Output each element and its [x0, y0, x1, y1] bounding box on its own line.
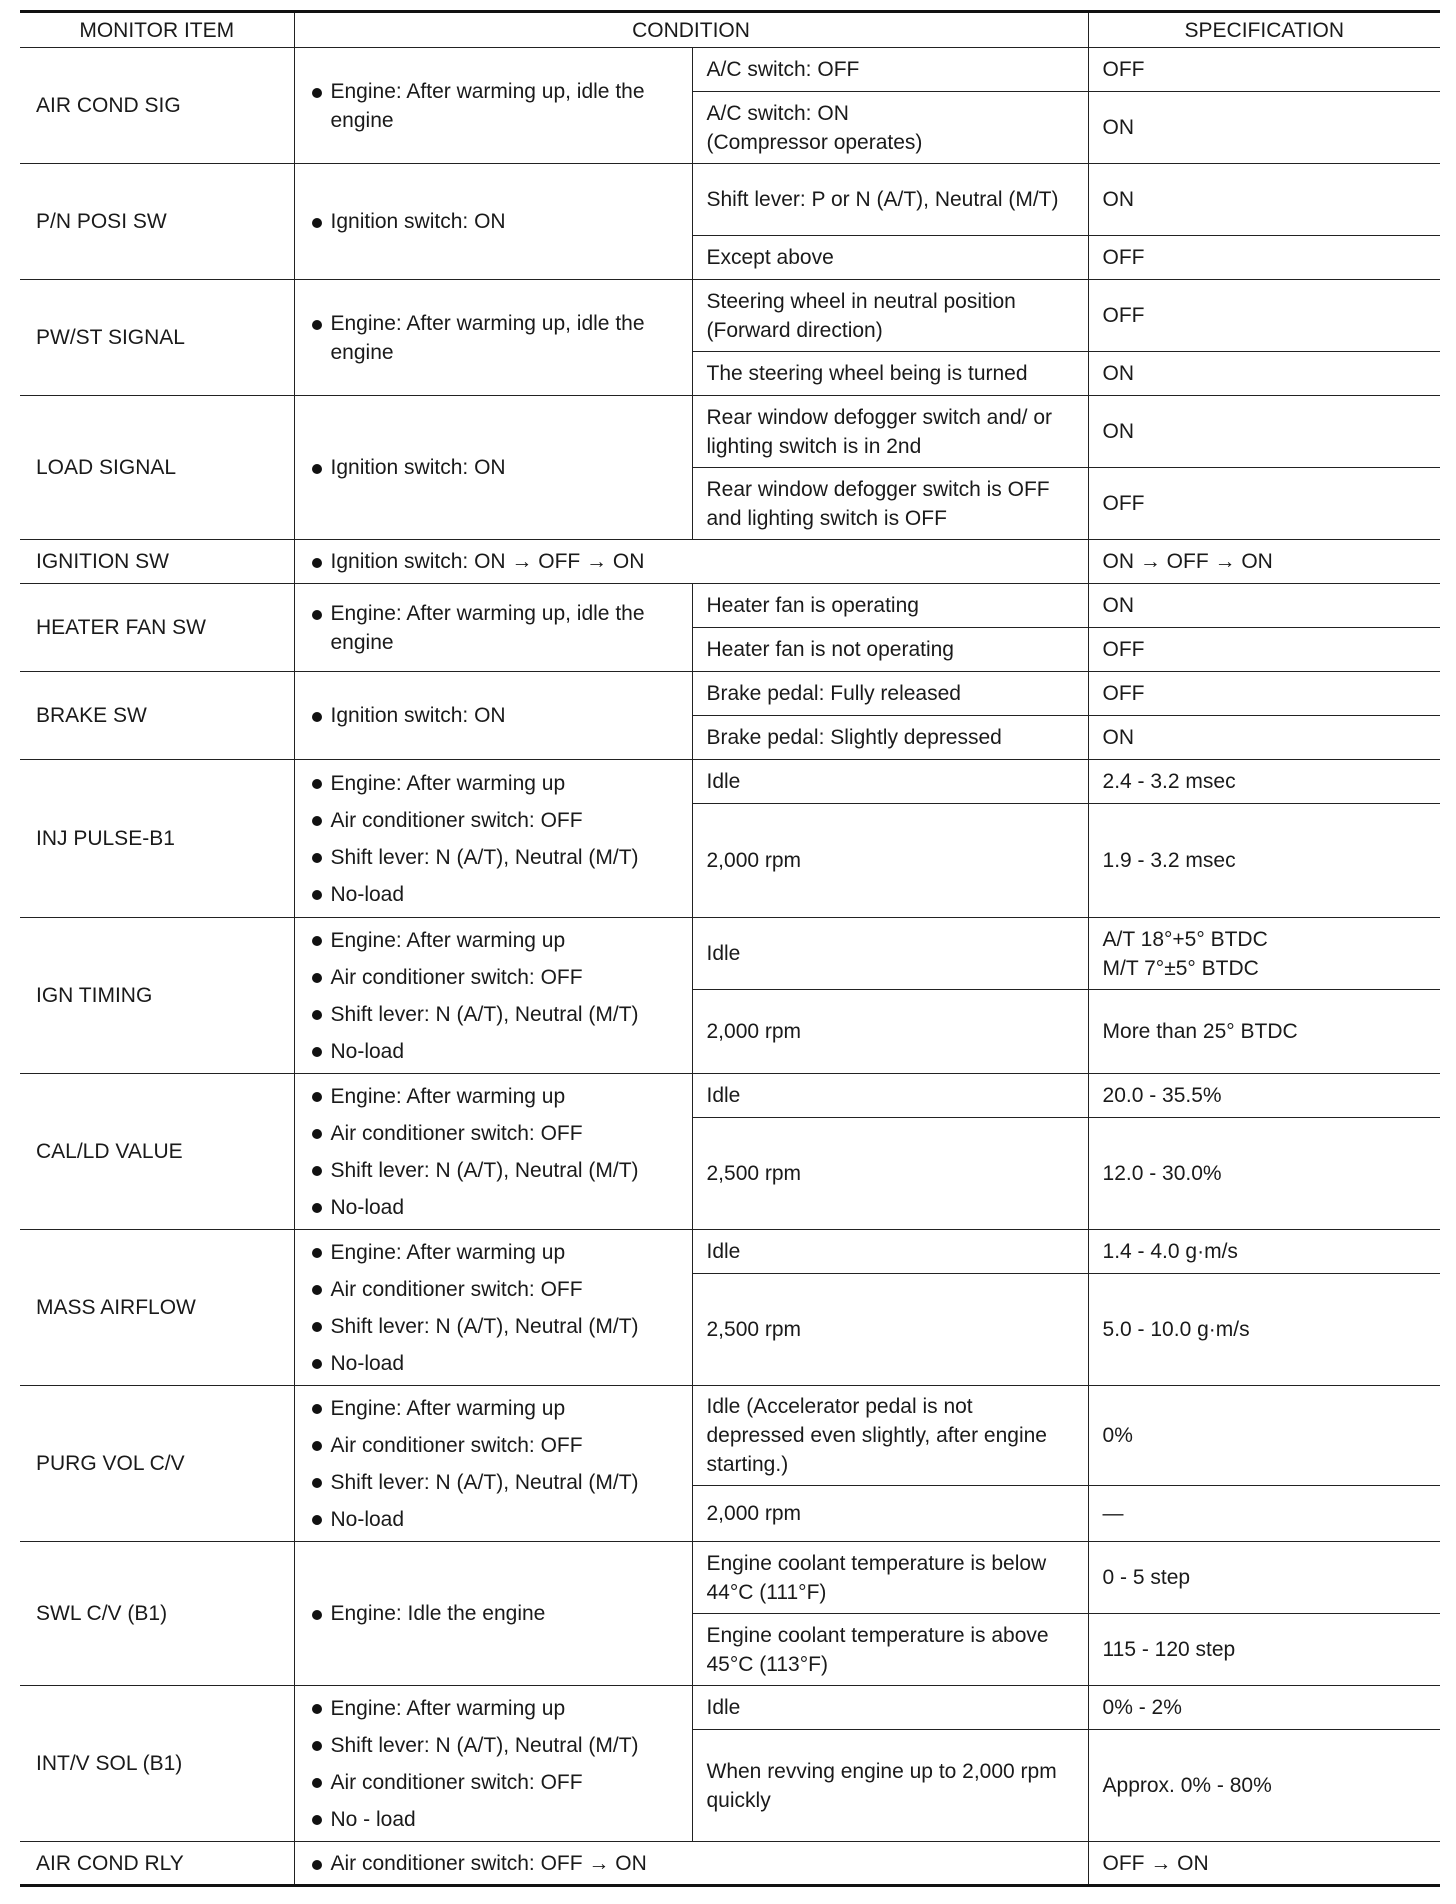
condition-cell: [294, 1074, 692, 1230]
condition-bullet: Engine: After warming up: [309, 922, 678, 959]
sub-condition-cell: The steering wheel being is turned: [692, 352, 1088, 396]
condition-list: [309, 1234, 678, 1382]
condition-list: [309, 701, 678, 730]
monitor-item-cell: SWL C/V (B1): [20, 1542, 294, 1686]
monitor-item-cell: AIR COND RLY: [20, 1842, 294, 1886]
table-row: [20, 1074, 1440, 1118]
condition-cell: [294, 280, 692, 396]
specification-cell: OFF: [1088, 628, 1440, 672]
monitor-item-cell: BRAKE SW: [20, 672, 294, 760]
specification-cell: OFF: [1088, 672, 1440, 716]
table-row: [20, 1842, 1440, 1886]
specification-cell: OFF: [1088, 280, 1440, 352]
monitor-item-cell: AIR COND SIG: [20, 48, 294, 164]
condition-cell: [294, 584, 692, 672]
monitor-item-cell: CAL/LD VALUE: [20, 1074, 294, 1230]
monitor-item-cell: PURG VOL C/V: [20, 1386, 294, 1542]
specification-cell: ON: [1088, 584, 1440, 628]
sub-condition-cell: 2,000 rpm: [692, 1486, 1088, 1542]
condition-bullet: No-load: [309, 1345, 678, 1382]
monitor-item-cell: PW/ST SIGNAL: [20, 280, 294, 396]
monitor-item-cell: LOAD SIGNAL: [20, 396, 294, 540]
specification-cell: OFF: [1088, 48, 1440, 92]
monitor-item-cell: P/N POSI SW: [20, 164, 294, 280]
specification-cell: 0% - 2%: [1088, 1686, 1440, 1730]
condition-cell: [294, 164, 692, 280]
sub-condition-cell: Idle: [692, 1230, 1088, 1274]
condition-bullet: Air conditioner switch: OFF: [309, 802, 678, 839]
specification-cell: OFF: [1088, 236, 1440, 280]
sub-condition-cell: A/C switch: ON (Compressor operates): [692, 92, 1088, 164]
monitor-item-cell: INT/V SOL (B1): [20, 1686, 294, 1842]
condition-bullet: Shift lever: N (A/T), Neutral (M/T): [309, 1308, 678, 1345]
condition-list: [309, 922, 678, 1070]
condition-bullet: Air conditioner switch: OFF: [309, 1115, 678, 1152]
sub-condition-cell: 2,000 rpm: [692, 990, 1088, 1074]
specification-cell: Approx. 0% - 80%: [1088, 1730, 1440, 1842]
header-monitor-item: MONITOR ITEM: [20, 12, 294, 48]
condition-list: [309, 453, 678, 482]
sub-condition-cell: Except above: [692, 236, 1088, 280]
specification-cell: 2.4 - 3.2 msec: [1088, 760, 1440, 804]
header-row: [20, 12, 1440, 48]
monitor-item-cell: MASS AIRFLOW: [20, 1230, 294, 1386]
condition-bullet: No-load: [309, 1033, 678, 1070]
table-row: [20, 672, 1440, 716]
table-row: [20, 1542, 1440, 1614]
condition-list: [309, 1078, 678, 1226]
condition-cell: [294, 1842, 1088, 1886]
condition-bullet: Engine: After warming up: [309, 1234, 678, 1271]
specification-cell: 0 - 5 step: [1088, 1542, 1440, 1614]
sub-condition-cell: Idle: [692, 760, 1088, 804]
table-row: [20, 1230, 1440, 1274]
condition-list: [309, 1599, 678, 1628]
condition-bullet: Engine: After warming up: [309, 1390, 678, 1427]
sub-condition-cell: Engine coolant temperature is above 45°C (113°F): [692, 1614, 1088, 1686]
monitor-spec-table: [20, 10, 1440, 1887]
table-row: [20, 540, 1440, 584]
sub-condition-cell: Steering wheel in neutral position (Forward direction): [692, 280, 1088, 352]
table-row: [20, 48, 1440, 92]
condition-list: [309, 765, 678, 913]
monitor-item-cell: INJ PULSE-B1: [20, 760, 294, 918]
condition-bullet: Shift lever: N (A/T), Neutral (M/T): [309, 1152, 678, 1189]
specification-cell: ON → OFF → ON: [1088, 540, 1440, 584]
condition-list: [309, 1849, 1074, 1878]
specification-cell: 1.4 - 4.0 g·m/s: [1088, 1230, 1440, 1274]
monitor-item-cell: HEATER FAN SW: [20, 584, 294, 672]
specification-cell: OFF: [1088, 468, 1440, 540]
table-row: [20, 760, 1440, 804]
sub-condition-cell: Heater fan is not operating: [692, 628, 1088, 672]
condition-bullet: Engine: Idle the engine: [309, 1599, 678, 1628]
header-specification: SPECIFICATION: [1088, 12, 1440, 48]
condition-bullet: Engine: After warming up: [309, 1690, 678, 1727]
table-row: [20, 584, 1440, 628]
condition-bullet: Ignition switch: ON → OFF → ON: [309, 547, 1074, 576]
condition-bullet: Shift lever: N (A/T), Neutral (M/T): [309, 1464, 678, 1501]
sub-condition-cell: Brake pedal: Fully released: [692, 672, 1088, 716]
condition-bullet: Air conditioner switch: OFF: [309, 1271, 678, 1308]
condition-bullet: Engine: After warming up: [309, 765, 678, 802]
condition-cell: [294, 540, 1088, 584]
condition-cell: [294, 672, 692, 760]
condition-bullet: Air conditioner switch: OFF: [309, 1427, 678, 1464]
condition-list: [309, 547, 1074, 576]
condition-cell: [294, 1230, 692, 1386]
specification-cell: 0%: [1088, 1386, 1440, 1486]
condition-bullet: Air conditioner switch: OFF: [309, 1764, 678, 1801]
specification-cell: OFF → ON: [1088, 1842, 1440, 1886]
specification-cell: ON: [1088, 716, 1440, 760]
table-row: [20, 280, 1440, 352]
condition-cell: [294, 396, 692, 540]
sub-condition-cell: Idle: [692, 918, 1088, 990]
condition-bullet: Engine: After warming up: [309, 1078, 678, 1115]
specification-cell: —: [1088, 1486, 1440, 1542]
header-condition: CONDITION: [294, 12, 1088, 48]
sub-condition-cell: When revving engine up to 2,000 rpm quickly: [692, 1730, 1088, 1842]
condition-bullet: Air conditioner switch: OFF: [309, 959, 678, 996]
condition-bullet: Engine: After warming up, idle the engine: [309, 77, 678, 135]
sub-condition-cell: Rear window defogger switch and/ or lighting switch is in 2nd: [692, 396, 1088, 468]
condition-bullet: Air conditioner switch: OFF → ON: [309, 1849, 1074, 1878]
condition-cell: [294, 918, 692, 1074]
condition-cell: [294, 760, 692, 918]
condition-bullet: Ignition switch: ON: [309, 701, 678, 730]
table-row: [20, 396, 1440, 468]
specification-cell: ON: [1088, 92, 1440, 164]
sub-condition-cell: Idle: [692, 1074, 1088, 1118]
condition-list: [309, 309, 678, 367]
condition-list: [309, 1690, 678, 1838]
condition-bullet: No - load: [309, 1801, 678, 1838]
specification-cell: 20.0 - 35.5%: [1088, 1074, 1440, 1118]
table-row: [20, 1686, 1440, 1730]
sub-condition-cell: 2,500 rpm: [692, 1274, 1088, 1386]
sub-condition-cell: Heater fan is operating: [692, 584, 1088, 628]
monitor-item-cell: IGNITION SW: [20, 540, 294, 584]
condition-bullet: Ignition switch: ON: [309, 207, 678, 236]
condition-bullet: No-load: [309, 1501, 678, 1538]
specification-cell: 12.0 - 30.0%: [1088, 1118, 1440, 1230]
condition-list: [309, 599, 678, 657]
condition-bullet: Engine: After warming up, idle the engine: [309, 309, 678, 367]
condition-bullet: No-load: [309, 876, 678, 913]
condition-cell: [294, 1386, 692, 1542]
specification-cell: 115 - 120 step: [1088, 1614, 1440, 1686]
table-row: [20, 164, 1440, 236]
sub-condition-cell: 2,000 rpm: [692, 804, 1088, 918]
condition-cell: [294, 1542, 692, 1686]
sub-condition-cell: Idle (Accelerator pedal is not depressed even slightly, after engine starting.): [692, 1386, 1088, 1486]
sub-condition-cell: Brake pedal: Slightly depressed: [692, 716, 1088, 760]
condition-bullet: Shift lever: N (A/T), Neutral (M/T): [309, 839, 678, 876]
sub-condition-cell: Idle: [692, 1686, 1088, 1730]
condition-cell: [294, 1686, 692, 1842]
sub-condition-cell: Rear window defogger switch is OFF and lighting switch is OFF: [692, 468, 1088, 540]
sub-condition-cell: Shift lever: P or N (A/T), Neutral (M/T): [692, 164, 1088, 236]
table-row: [20, 918, 1440, 990]
condition-bullet: No-load: [309, 1189, 678, 1226]
condition-bullet: Shift lever: N (A/T), Neutral (M/T): [309, 996, 678, 1033]
condition-list: [309, 1390, 678, 1538]
specification-cell: ON: [1088, 352, 1440, 396]
condition-list: [309, 207, 678, 236]
specification-cell: ON: [1088, 396, 1440, 468]
condition-list: [309, 77, 678, 135]
table-row: [20, 1386, 1440, 1486]
condition-bullet: Shift lever: N (A/T), Neutral (M/T): [309, 1727, 678, 1764]
sub-condition-cell: A/C switch: OFF: [692, 48, 1088, 92]
sub-condition-cell: 2,500 rpm: [692, 1118, 1088, 1230]
specification-cell: A/T 18°+5° BTDC M/T 7°±5° BTDC: [1088, 918, 1440, 990]
sub-condition-cell: Engine coolant temperature is below 44°C (111°F): [692, 1542, 1088, 1614]
specification-cell: ON: [1088, 164, 1440, 236]
condition-bullet: Ignition switch: ON: [309, 453, 678, 482]
specification-cell: More than 25° BTDC: [1088, 990, 1440, 1074]
specification-cell: 1.9 - 3.2 msec: [1088, 804, 1440, 918]
condition-cell: [294, 48, 692, 164]
specification-cell: 5.0 - 10.0 g·m/s: [1088, 1274, 1440, 1386]
condition-bullet: Engine: After warming up, idle the engine: [309, 599, 678, 657]
monitor-item-cell: IGN TIMING: [20, 918, 294, 1074]
